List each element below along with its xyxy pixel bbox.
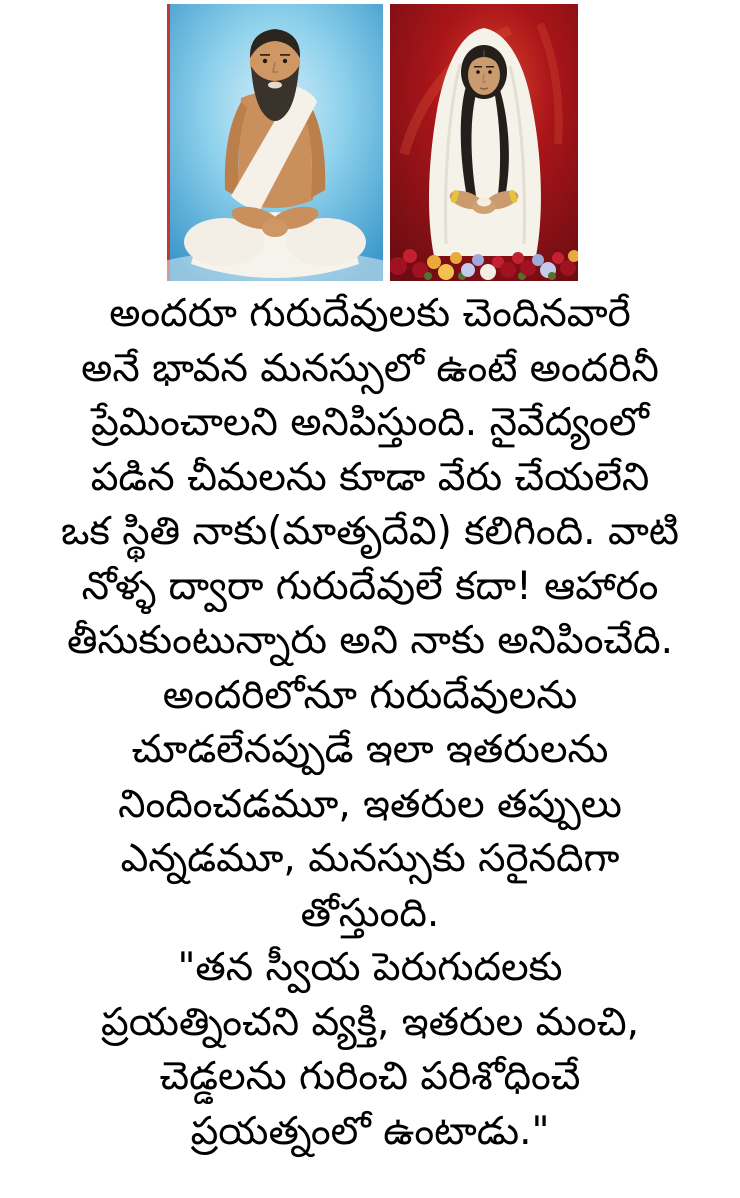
text-line: చూడలేనప్పుడే ఇలా ఇతరులను bbox=[131, 727, 609, 772]
guru-photo-image bbox=[167, 4, 383, 281]
text-line: అందరిలోనూ గురుదేవులను bbox=[162, 672, 578, 718]
text-line: ఒక స్థితి నాకు(మాతృదేవి) కలిగింది. వాటి bbox=[61, 509, 679, 554]
quote-line: ప్రయత్నించని వ్యక్తి, ఇతరుల మంచి, bbox=[101, 999, 639, 1045]
text-line: ప్రేమించాలని అనిపిస్తుంది. నైవేద్యంలో bbox=[91, 400, 649, 445]
quote-line: ప్రయత్నంలో ఉంటాడు." bbox=[190, 1108, 550, 1154]
text-line: అందరూ గురుదేవులకు చెందినవారే bbox=[109, 291, 631, 336]
text-line: తీసుకుంటున్నారు అని నాకు అనిపించేది. bbox=[66, 618, 674, 663]
text-line: అనే భావన మనస్సులో ఉంటే అందరినీ bbox=[81, 345, 659, 391]
quote-line: చెడ్డలను గురించి పరిశోధించే bbox=[159, 1054, 581, 1099]
mother-photo-image bbox=[390, 4, 578, 281]
body-text bbox=[0, 287, 740, 1159]
text-line: ఎన్నడమూ, మనస్సుకు సరైనదిగా bbox=[120, 836, 620, 881]
quote-line: "తన స్వీయ పెరుగుదలకు bbox=[177, 945, 563, 990]
guru-photo bbox=[167, 4, 383, 281]
text-line: తోస్తుంది. bbox=[300, 890, 440, 936]
text-line: నోళ్ళ ద్వారా గురుదేవులే కదా! ఆహారం bbox=[81, 563, 659, 609]
mother-photo bbox=[390, 4, 578, 281]
text-line: నిందించడమూ, ఇతరుల తప్పులు bbox=[118, 781, 622, 827]
text-line: పడిన చీమలను కూడా వేరు చేయలేని bbox=[90, 454, 650, 500]
